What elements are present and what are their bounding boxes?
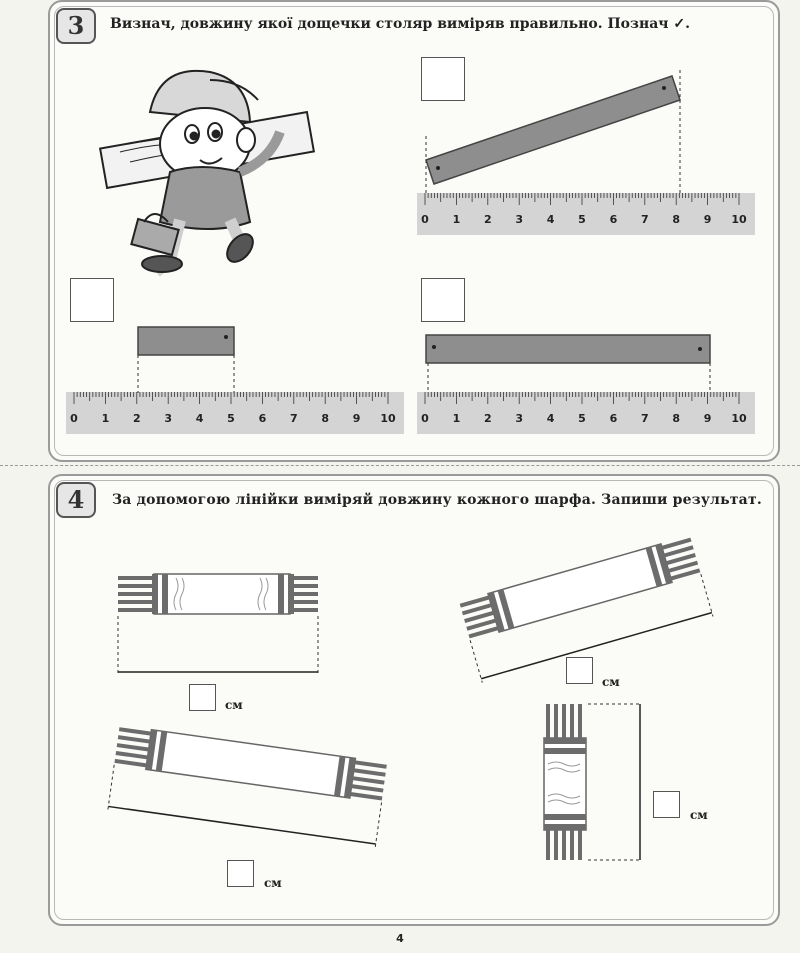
ruler-label: 2	[483, 412, 492, 425]
scarf-4	[530, 700, 650, 870]
scarf-3	[100, 730, 400, 860]
scarf-2-unit: см	[602, 675, 620, 689]
ruler-label: 4	[546, 412, 555, 425]
ruler-label: 4	[195, 412, 204, 425]
slanted-board	[420, 70, 680, 190]
ruler-label: 6	[609, 412, 618, 425]
scarf-3-unit: см	[264, 876, 282, 890]
long-board	[424, 333, 724, 403]
ruler-label: 9	[703, 412, 712, 425]
ruler-label: 0	[70, 412, 78, 425]
ruler-label: 2	[483, 213, 492, 226]
task4-number: 4	[56, 482, 96, 518]
ruler-label: 3	[164, 412, 173, 425]
ruler-label: 10	[731, 412, 747, 425]
scarf-4-answer-box[interactable]	[653, 791, 680, 818]
dashed-separator	[0, 465, 800, 466]
ruler-label: 0	[421, 412, 429, 425]
ruler-label: 1	[452, 412, 461, 425]
ruler-label: 10	[731, 213, 747, 226]
carpenter-illustration	[100, 52, 320, 282]
page-number: 4	[396, 932, 404, 945]
ruler-label: 6	[258, 412, 267, 425]
short-board	[134, 325, 254, 395]
ruler-label: 5	[578, 213, 586, 226]
scarf-2-answer-box[interactable]	[566, 657, 593, 684]
scarf-1	[114, 570, 324, 680]
ruler-label: 1	[101, 412, 110, 425]
ruler-label: 3	[515, 213, 524, 226]
task3-number: 3	[56, 8, 96, 44]
ruler-bottom-left-graphic	[66, 392, 404, 434]
scarf-3-answer-box[interactable]	[227, 860, 254, 887]
ruler-label: 5	[578, 412, 586, 425]
ruler-label: 1	[452, 213, 461, 226]
ruler-label: 9	[352, 412, 361, 425]
scarf-1-unit: см	[225, 698, 243, 712]
answer-box-board-2[interactable]	[70, 278, 114, 322]
ruler-label: 5	[227, 412, 235, 425]
scarf-4-unit: см	[690, 808, 708, 822]
ruler-label: 7	[289, 412, 298, 425]
ruler-label: 2	[132, 412, 141, 425]
ruler-label: 0	[421, 213, 429, 226]
ruler-label: 4	[546, 213, 555, 226]
ruler-label: 6	[609, 213, 618, 226]
ruler-label: 7	[640, 213, 649, 226]
ruler-label: 7	[640, 412, 649, 425]
ruler-label: 8	[672, 213, 681, 226]
task4-instruction: За допомогою лінійки виміряй довжину кожного шарфа. Запиши результат.	[112, 492, 762, 508]
scarf-1-answer-box[interactable]	[189, 684, 216, 711]
ruler-label: 8	[321, 412, 330, 425]
answer-box-board-3[interactable]	[421, 278, 465, 322]
ruler-label: 9	[703, 213, 712, 226]
scarf-2	[450, 528, 720, 678]
ruler-top-right-graphic	[417, 193, 755, 235]
ruler-label: 8	[672, 412, 681, 425]
ruler-label: 10	[380, 412, 396, 425]
task3-instruction: Визнач, довжину якої дощечки столяр виміряв правильно. Познач ✓.	[110, 16, 690, 32]
ruler-label: 3	[515, 412, 524, 425]
